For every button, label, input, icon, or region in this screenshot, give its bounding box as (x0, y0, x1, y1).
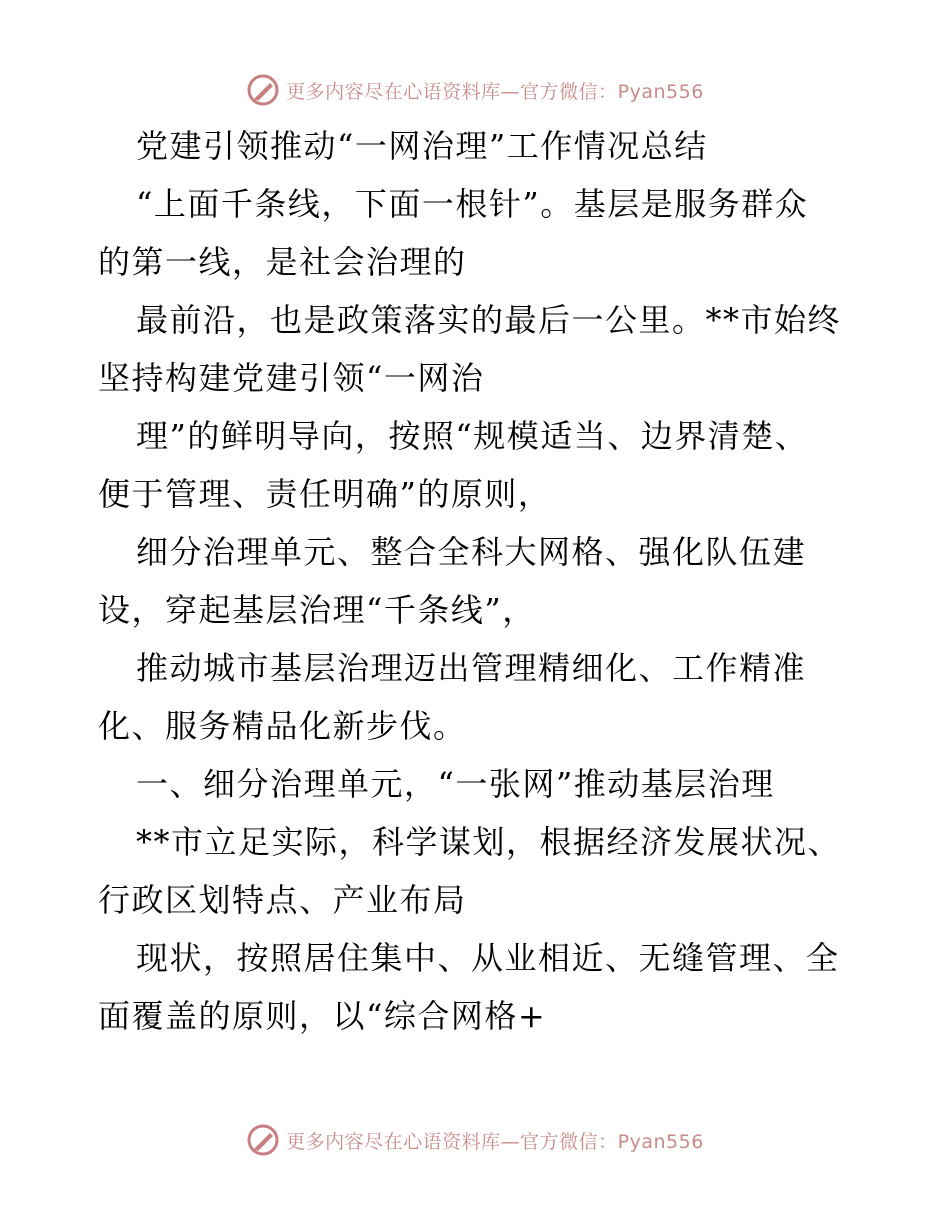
text-line: 行政区划特点、产业布局 (98, 881, 467, 919)
pen-logo-icon (246, 73, 280, 107)
text-line: 推动城市基层治理迈出管理精细化、工作精准 (136, 649, 807, 687)
text-line: **市立足实际，科学谋划，根据经济发展状况、 (136, 823, 842, 861)
text-line: 党建引领推动“一网治理”工作情况总结 (136, 127, 708, 165)
watermark-text: 更多内容尽在心语资料库—官方微信：Pyan556 (286, 80, 704, 103)
text-line: “上面千条线，下面一根针”。基层是服务群众 (136, 185, 809, 223)
header-watermark (0, 70, 950, 110)
text-line: 理”的鲜明导向，按照“规模适当、边界清楚、 (136, 417, 809, 455)
document-body (98, 117, 858, 1045)
text-line: 坚持构建党建引领“一网治 (98, 359, 485, 397)
pen-logo-icon (246, 1123, 280, 1157)
text-line: 一、细分治理单元，“一张网”推动基层治理 (136, 765, 775, 803)
text-line: 化、服务精品化新步伐。 (98, 707, 467, 745)
text-line: 现状，按照居住集中、从业相近、无缝管理、全 (136, 939, 840, 977)
footer-watermark (0, 1120, 950, 1160)
text-line: 面覆盖的原则，以“综合网格+ (98, 997, 547, 1035)
watermark-text: 更多内容尽在心语资料库—官方微信：Pyan556 (286, 1130, 704, 1153)
text-line: 设，穿起基层治理“千条线”， (98, 591, 536, 629)
text-line: 便于管理、责任明确”的原则， (98, 475, 552, 513)
text-line: 细分治理单元、整合全科大网格、强化队伍建 (136, 533, 807, 571)
text-line: 最前沿，也是政策落实的最后一公里。**市始终 (136, 301, 842, 339)
text-line: 的第一线，是社会治理的 (98, 243, 467, 281)
